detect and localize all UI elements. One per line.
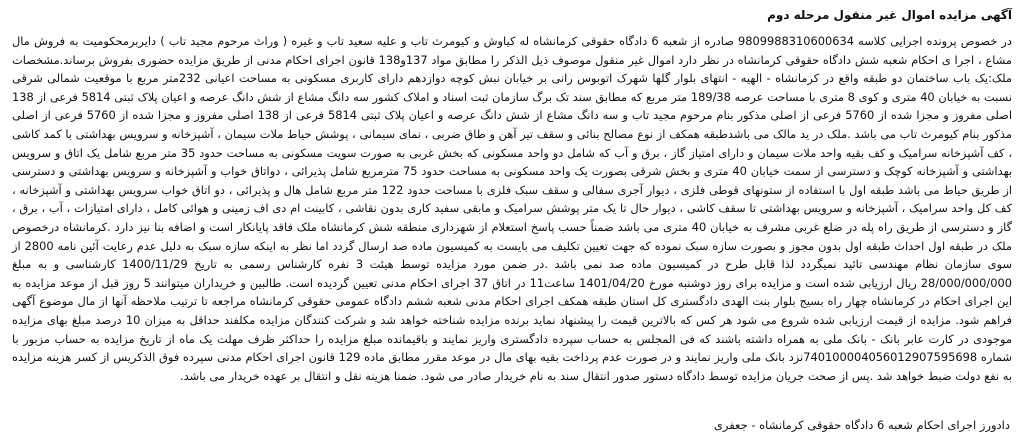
notice-title: آگهی مزایده اموال غیر منقول مرحله دوم [767,8,1012,22]
notice-signature: دادورز اجرای احکام شعبه 6 دادگاه حقوقی کرمانشاه - جعفری [713,418,1010,432]
notice-body: در خصوص پرونده اجرایی کلاسه 9809988310600634 صادره از شعبه 6 دادگاه حقوقی کرمانشاه له کیاوش و کیومرث تاب و علیه سعید تاب و غیره ( وراث مرحوم مجید تاب ) دایربرمحکومیت به فروش مال مشاع ، اجرا ی احکام شعبه شش دادگاه حقوقی کرمانشاه در نظر دارد اموال غیر منقول موصوف ذیل الذکر را مطابق مواد 137و138 قانون اجرای احکام مدنی از طریق مزایده حضوری بفروش برساند.مشخصات ملک:یک باب ساختمان دو طبقه واقع در کرمانشاه - الهیه - انتهای بلوار گلها شهرک اتوبوس رانی بر خیابان نبش کوچه دوازدهم دارای کاربری مسکونی به مساحت اعیانی 232متر مربع با موقعیت شمالی شرقی نسبت به خیابان 40 متری و کوی 8 متری با مساحت عرصه 189/38 متر مربع که مطابق سند تک برگ سازمان ثبت اسناد و املاک کشور سه دانگ مشاع از شش دانگ عرصه و اعیان پلاک ثبتی 5814 فرعی از 138 اصلی مفروز و مجزا شده از 5760 فرعی از اصلی مذکور بنام مرحوم مجید تاب و سه دانگ مشاع از شش دانگ عرصه و اعیان پلاک ثبتی 5814 فرعی از 138 اصلی مفروز و مجزا شده از 5760 فرعی از اصلی مذکور بنام کیومرث تاب می باشد .ملک در ید مالک می باشدطبقه همکف از نوع مصالح بنائی و سقف تیر آهن و طاق ضربی ، نمای سیمانی ، پوشش حیاط ملات سیمان ، آشپزخانه و سرویس بهداشتی با کمد کاشی ، کف آشپزخانه سرامیک و کف بقیه واحد ملات سیمان و دارای امتیاز گاز ، برق و آب که شامل دو واحد مسکونی که بخش غربی به صورت سویت مسکونی به مساحت حدود 35 متر مربع شامل یک اتاق و سرویس بهداشتی و آشپزخانه کوچک و دسترسی از سمت خیابان 40 متری و بخش شرقی بصورت یک واحد مسکونی به مساحت حدود 75 مترمربع شامل پذیرائی ، دواتاق خواب و آشپزخانه و سرویس بهداشتی و دسترسی از طریق حیاط می باشد طبقه اول با استفاده از ستونهای قوطی فلزی ، دیوار آجری سفالی و سقف سبک فلزی با مساحت حدود 122 متر مربع شامل هال و پذیرائی ، دو اتاق خواب سرویس بهداشتی و آشپزخانه ، کف کل واحد سرامیک ، آشپزخانه و سرویس بهداشتی تا سقف کاشی ، دیوار حال تا یک متر پوشش سرامیک و مابقی سفید کاری بدون نقاشی ، کابینت ام دی اف زمینی و هوائی کامل ، دارای امتیازات ، آب ، برق ، گاز و دسترسی از طریق راه پله در ضلع غربی مشرف به خیابان 40 متری می باشد ضمناً حسب پاسخ استعلام از شهرداری منطقه شش کرمانشاه ملک فاقد پایانکار است و اضافه بنا نیز دارد .کرمانشاه درخصوص ملک در طبقه اول احداث طبقه اول بدون مجوز و بصورت سازه سبک نموده که جهت تعیین تکلیف می بایست به کمیسیون ماده صد ارسال گردد اما نظر به اینکه سازه سبک به دلیل عدم رعایت آئین نامه 2800 از سوی سازمان نظام مهندسی تائید نمیگردد لذا قابل طرح در کمیسیون ماده صد نمی باشد .در ضمن مورد مزایده توسط هیئت 3 نفره کارشناس رسمی به تاریخ 1400/11/29 کارشناسی و به مبلغ 28/000/000/000 ریال ارزیابی شده است و مزایده برای روز دوشنبه مورخ 1401/04/20 ساعت11 در اتاق 37 اجرای احکام مدنی تعیین گردیده است. طالبین و خریداران میتوانند 5 روز قبل از موعد مزایده به این اجرای احکام در کرمانشاه چهار راه بسیج بلوار بنت الهدی دادگستری کل استان طبقه همکف اجرای احکام مدنی شعبه ششم دادگاه عمومی حقوقی کرمانشاه مراجعه تا ترتیب ملاحظه آنها از مال موضوع آگهی فراهم شود. مزایده از قیمت ارزیابی شده شروع می شود هر کس که بالاترین قیمت را پیشنهاد نماید برنده مزایده شناخته خواهد شد و شرکت کنندگان مزایده مکلفند حداقل به میزان 10 درصد مبلغ بهای مزایده موجودی در کارت عابر بانک - بانک ملی به همراه داشته باشند که فی المجلس به حساب سپرده دادگستری واریز نمایند و باقیمانده مبلغ مزایده را حداکثر ظرف مهلت یک ماه از تاریخ مزایده به حساب مزبور با شماره 740100004056012907595698نزد بانک ملی واریز نمایند و در صورت عدم پرداخت بقیه بهای مال در موعد مقرر مطابق ماده 129 قانون اجرای احکام مدنی سپرده فوق الذکریس از کسر هزینه مزایده به نفع دولت ضبط خواهد شد .پس از صحت جریان مزایده توسط دادگاه دستور صدور انتقال سند به نام خریدار صادر می شود. ضمنا هزینه نقل و انتقال بر عهده خریدار می باشد. [12,34,1013,383]
